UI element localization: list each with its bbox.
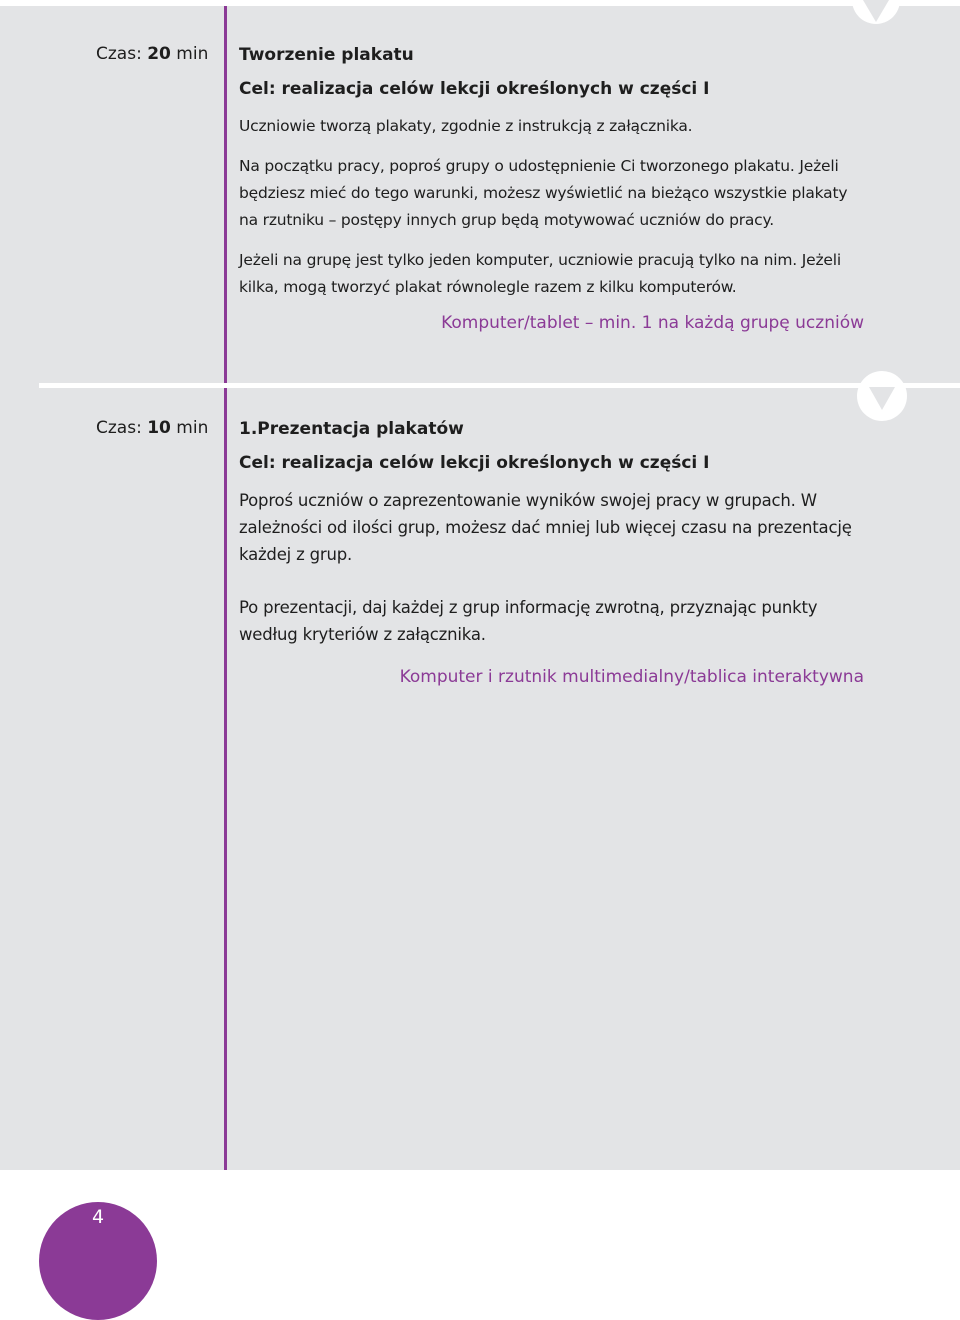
time-label: Czas: <box>96 418 142 438</box>
time-unit: min <box>176 418 209 438</box>
section-title: 1.Prezentacja plakatów <box>239 419 464 439</box>
chevron-down-icon <box>856 370 908 422</box>
time-unit: min <box>176 44 209 64</box>
section-goal: Cel: realizacja celów lekcji określonych w części I <box>239 79 710 99</box>
resource-note: Komputer/tablet – min. 1 na każdą grupę uczniów <box>441 313 864 333</box>
timeline-divider <box>224 6 227 1170</box>
paragraph: Uczniowie tworzą plakaty, zgodnie z instrukcją z załącznika. <box>239 117 693 135</box>
section-goal: Cel: realizacja celów lekcji określonych w części I <box>239 453 710 473</box>
section-title: Tworzenie plakatu <box>239 45 414 65</box>
chevron-down-icon <box>851 0 901 36</box>
section-tworzenie-plakatu <box>239 43 864 333</box>
page-number-badge <box>39 1202 157 1320</box>
time-value: 10 <box>147 418 171 438</box>
section-separator <box>39 383 960 388</box>
paragraph: Po prezentacji, daj każdej z grup informację zwrotną, przyznając punkty według kryteriów z załącznika. <box>239 598 818 644</box>
time-badge <box>96 418 208 438</box>
paragraph: Na początku pracy, poproś grupy o udostępnienie Ci tworzonego plakatu. Jeżeli będziesz mieć do tego warunki, możesz wyświetlić na bieżąco wszystkie plakaty na rzutniku – postępy innych grup będą motywować uczniów do pracy. <box>239 157 848 229</box>
section-prezentacja-plakatow <box>239 417 864 687</box>
page-number: 4 <box>91 1206 105 1228</box>
resource-note: Komputer i rzutnik multimedialny/tablica interaktywna <box>399 667 864 687</box>
paragraph: Poproś uczniów o zaprezentowanie wyników swojej pracy w grupach. W zależności od ilości grup, możesz dać mniej lub więcej czasu na prezentację każdej z grup. <box>239 491 852 564</box>
time-badge <box>96 44 208 64</box>
time-value: 20 <box>147 44 171 64</box>
time-label: Czas: <box>96 44 142 64</box>
paragraph: Jeżeli na grupę jest tylko jeden komputer, uczniowie pracują tylko na nim. Jeżeli kilka, mogą tworzyć plakat równolegle razem z kilku komputerów. <box>239 251 841 296</box>
